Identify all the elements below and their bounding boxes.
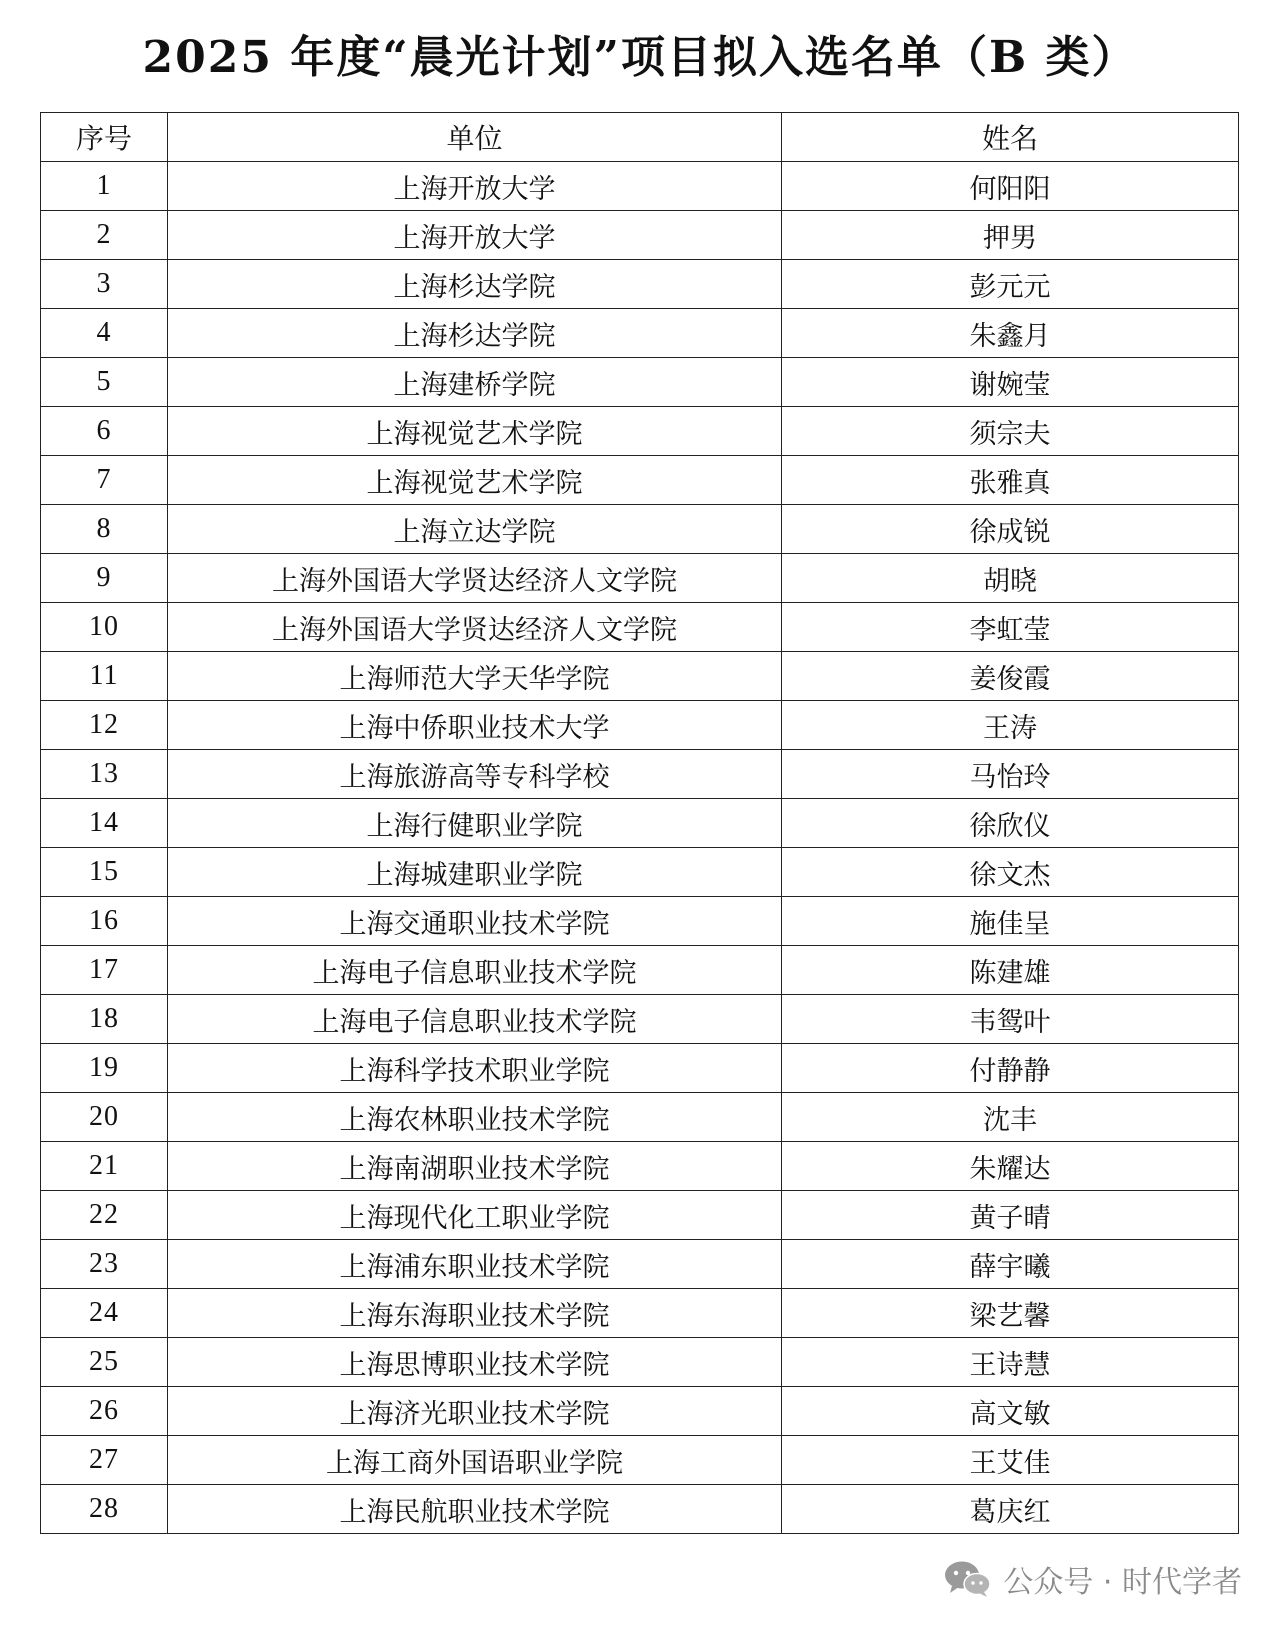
cell-name: 沈丰 bbox=[782, 1093, 1239, 1142]
table-row bbox=[41, 603, 1239, 652]
cell-unit: 上海思博职业技术学院 bbox=[168, 1338, 782, 1387]
cell-name: 彭元元 bbox=[782, 260, 1239, 309]
cell-name: 陈建雄 bbox=[782, 946, 1239, 995]
cell-unit: 上海电子信息职业技术学院 bbox=[168, 995, 782, 1044]
cell-unit: 上海农林职业技术学院 bbox=[168, 1093, 782, 1142]
cell-name: 押男 bbox=[782, 211, 1239, 260]
cell-unit: 上海交通职业技术学院 bbox=[168, 897, 782, 946]
header-serial-number: 序号 bbox=[41, 113, 168, 162]
cell-unit: 上海建桥学院 bbox=[168, 358, 782, 407]
cell-serial-number: 15 bbox=[41, 848, 168, 897]
cell-name: 王涛 bbox=[782, 701, 1239, 750]
cell-name: 黄子晴 bbox=[782, 1191, 1239, 1240]
table-row bbox=[41, 897, 1239, 946]
cell-name: 徐成锐 bbox=[782, 505, 1239, 554]
cell-serial-number: 9 bbox=[41, 554, 168, 603]
cell-serial-number: 1 bbox=[41, 162, 168, 211]
cell-unit: 上海浦东职业技术学院 bbox=[168, 1240, 782, 1289]
cell-serial-number: 12 bbox=[41, 701, 168, 750]
table-row bbox=[41, 309, 1239, 358]
cell-unit: 上海外国语大学贤达经济人文学院 bbox=[168, 603, 782, 652]
cell-name: 徐文杰 bbox=[782, 848, 1239, 897]
cell-unit: 上海电子信息职业技术学院 bbox=[168, 946, 782, 995]
cell-serial-number: 11 bbox=[41, 652, 168, 701]
cell-name: 王艾佳 bbox=[782, 1436, 1239, 1485]
cell-name: 施佳呈 bbox=[782, 897, 1239, 946]
cell-unit: 上海旅游高等专科学校 bbox=[168, 750, 782, 799]
table-row bbox=[41, 1289, 1239, 1338]
table-row bbox=[41, 260, 1239, 309]
cell-unit: 上海师范大学天华学院 bbox=[168, 652, 782, 701]
table-row bbox=[41, 652, 1239, 701]
cell-serial-number: 6 bbox=[41, 407, 168, 456]
cell-serial-number: 22 bbox=[41, 1191, 168, 1240]
table-row bbox=[41, 1142, 1239, 1191]
cell-serial-number: 21 bbox=[41, 1142, 168, 1191]
watermark bbox=[943, 1557, 1242, 1601]
table-row bbox=[41, 1240, 1239, 1289]
cell-serial-number: 14 bbox=[41, 799, 168, 848]
cell-unit: 上海开放大学 bbox=[168, 162, 782, 211]
cell-name: 高文敏 bbox=[782, 1387, 1239, 1436]
table-row bbox=[41, 1191, 1239, 1240]
cell-name: 李虹莹 bbox=[782, 603, 1239, 652]
table-row bbox=[41, 554, 1239, 603]
cell-unit: 上海行健职业学院 bbox=[168, 799, 782, 848]
cell-name: 姜俊霞 bbox=[782, 652, 1239, 701]
cell-name: 徐欣仪 bbox=[782, 799, 1239, 848]
cell-unit: 上海外国语大学贤达经济人文学院 bbox=[168, 554, 782, 603]
cell-unit: 上海东海职业技术学院 bbox=[168, 1289, 782, 1338]
table-row bbox=[41, 995, 1239, 1044]
cell-unit: 上海城建职业学院 bbox=[168, 848, 782, 897]
cell-unit: 上海民航职业技术学院 bbox=[168, 1485, 782, 1534]
cell-unit: 上海开放大学 bbox=[168, 211, 782, 260]
cell-name: 朱鑫月 bbox=[782, 309, 1239, 358]
cell-serial-number: 10 bbox=[41, 603, 168, 652]
table-row bbox=[41, 701, 1239, 750]
table-row bbox=[41, 1338, 1239, 1387]
cell-name: 朱耀达 bbox=[782, 1142, 1239, 1191]
cell-name: 须宗夫 bbox=[782, 407, 1239, 456]
table-row bbox=[41, 1093, 1239, 1142]
cell-unit: 上海南湖职业技术学院 bbox=[168, 1142, 782, 1191]
cell-serial-number: 13 bbox=[41, 750, 168, 799]
table-row bbox=[41, 1485, 1239, 1534]
table-row bbox=[41, 162, 1239, 211]
table-row bbox=[41, 505, 1239, 554]
table-row bbox=[41, 456, 1239, 505]
cell-serial-number: 24 bbox=[41, 1289, 168, 1338]
cell-unit: 上海中侨职业技术大学 bbox=[168, 701, 782, 750]
cell-serial-number: 3 bbox=[41, 260, 168, 309]
cell-name: 韦鸳叶 bbox=[782, 995, 1239, 1044]
table-row bbox=[41, 1436, 1239, 1485]
header-unit: 单位 bbox=[168, 113, 782, 162]
cell-serial-number: 7 bbox=[41, 456, 168, 505]
table-row bbox=[41, 946, 1239, 995]
cell-serial-number: 19 bbox=[41, 1044, 168, 1093]
table-row bbox=[41, 750, 1239, 799]
cell-serial-number: 17 bbox=[41, 946, 168, 995]
cell-unit: 上海工商外国语职业学院 bbox=[168, 1436, 782, 1485]
cell-unit: 上海济光职业技术学院 bbox=[168, 1387, 782, 1436]
table-row bbox=[41, 799, 1239, 848]
cell-name: 胡晓 bbox=[782, 554, 1239, 603]
cell-unit: 上海视觉艺术学院 bbox=[168, 407, 782, 456]
table-row bbox=[41, 358, 1239, 407]
cell-serial-number: 26 bbox=[41, 1387, 168, 1436]
cell-name: 付静静 bbox=[782, 1044, 1239, 1093]
cell-serial-number: 16 bbox=[41, 897, 168, 946]
cell-name: 张雅真 bbox=[782, 456, 1239, 505]
cell-unit: 上海科学技术职业学院 bbox=[168, 1044, 782, 1093]
table-row bbox=[41, 1387, 1239, 1436]
cell-serial-number: 20 bbox=[41, 1093, 168, 1142]
cell-serial-number: 25 bbox=[41, 1338, 168, 1387]
candidate-list-table bbox=[40, 112, 1239, 1534]
table-row bbox=[41, 848, 1239, 897]
cell-serial-number: 5 bbox=[41, 358, 168, 407]
cell-unit: 上海杉达学院 bbox=[168, 260, 782, 309]
table-row bbox=[41, 407, 1239, 456]
wechat-icon bbox=[943, 1559, 993, 1599]
cell-unit: 上海视觉艺术学院 bbox=[168, 456, 782, 505]
cell-serial-number: 8 bbox=[41, 505, 168, 554]
cell-name: 葛庆红 bbox=[782, 1485, 1239, 1534]
header-name: 姓名 bbox=[782, 113, 1239, 162]
table-body bbox=[41, 162, 1239, 1534]
page-title: 2025 年度“晨光计划”项目拟入选名单（B 类） bbox=[142, 32, 1138, 83]
cell-name: 何阳阳 bbox=[782, 162, 1239, 211]
table-row bbox=[41, 1044, 1239, 1093]
cell-unit: 上海杉达学院 bbox=[168, 309, 782, 358]
cell-name: 梁艺馨 bbox=[782, 1289, 1239, 1338]
cell-serial-number: 28 bbox=[41, 1485, 168, 1534]
cell-serial-number: 27 bbox=[41, 1436, 168, 1485]
cell-name: 马怡玲 bbox=[782, 750, 1239, 799]
table-row bbox=[41, 211, 1239, 260]
cell-serial-number: 23 bbox=[41, 1240, 168, 1289]
table-header-row bbox=[41, 113, 1239, 162]
cell-serial-number: 4 bbox=[41, 309, 168, 358]
cell-unit: 上海现代化工职业学院 bbox=[168, 1191, 782, 1240]
cell-serial-number: 2 bbox=[41, 211, 168, 260]
cell-unit: 上海立达学院 bbox=[168, 505, 782, 554]
cell-name: 王诗慧 bbox=[782, 1338, 1239, 1387]
cell-name: 薛宇曦 bbox=[782, 1240, 1239, 1289]
cell-name: 谢婉莹 bbox=[782, 358, 1239, 407]
cell-serial-number: 18 bbox=[41, 995, 168, 1044]
watermark-text: 公众号 · 时代学者 bbox=[1003, 1565, 1242, 1600]
